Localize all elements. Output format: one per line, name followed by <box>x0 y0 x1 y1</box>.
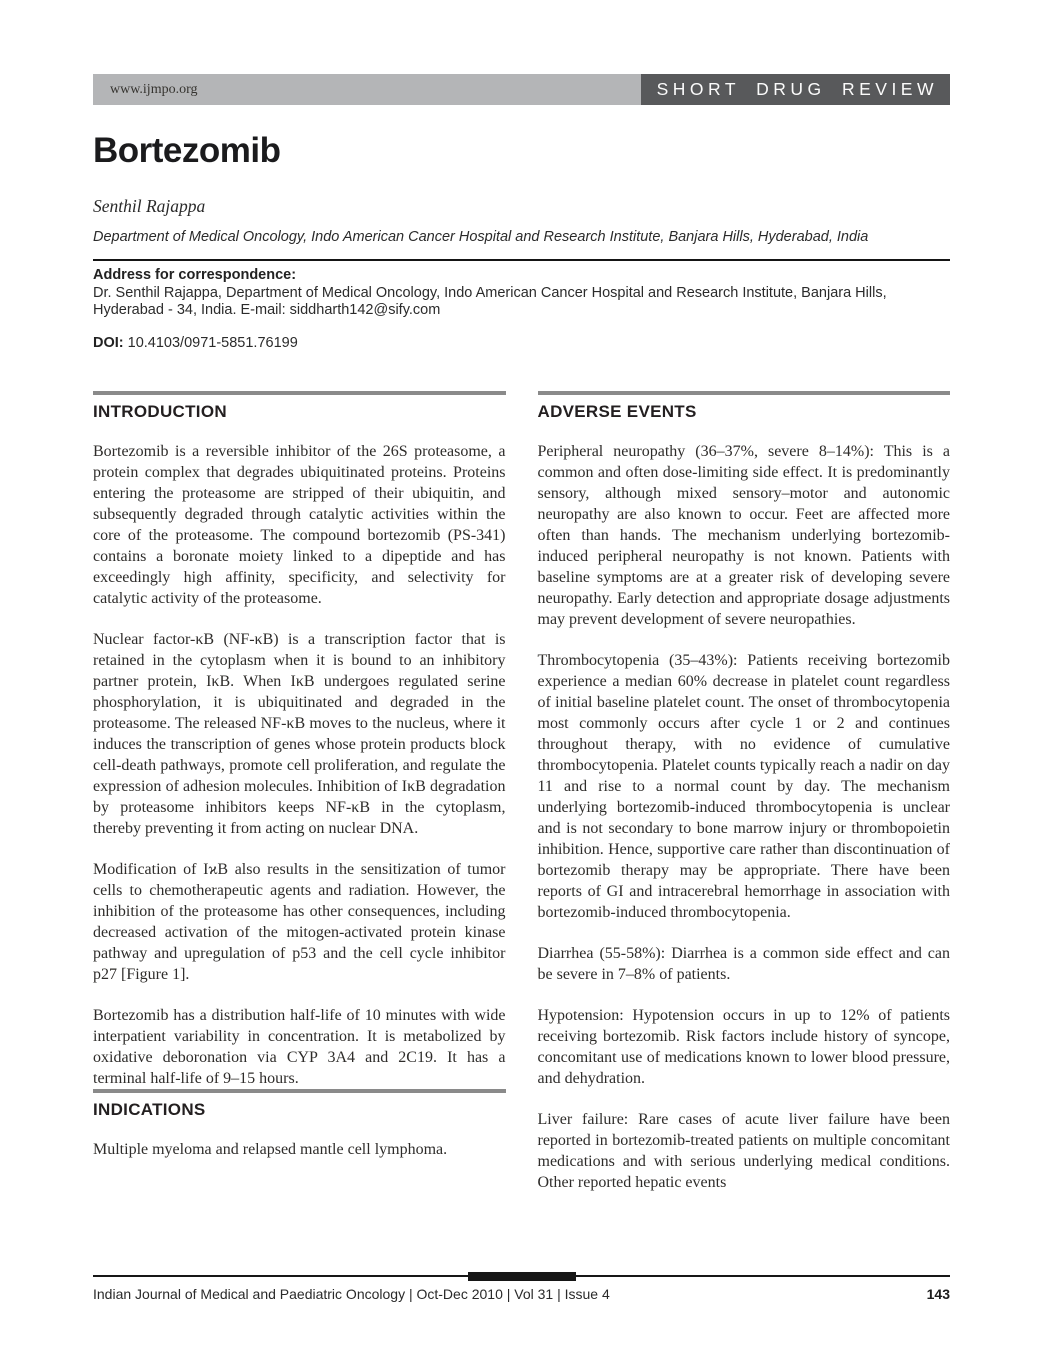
section-heading: ADVERSE EVENTS <box>538 391 951 421</box>
section-banner: SHORT DRUG REVIEW <box>641 74 950 105</box>
paragraph: Thrombocytopenia (35–43%): Patients receiving bortezomib experience a median 60% decrease in platelet count regardless of initial baseline platelet count. The onset of thrombocytopenia most commonly occurs after cycle 1 or 2 and continues throughout therapy, with no evidence of cumulative thrombocytopenia. Platelet counts typically reach a nadir on day 11 and rise to a normal count by day. The mechanism underlying bortezomib-induced thrombocytopenia is unclear and is not secondary to bone marrow injury or thrombopoietin inhibition. Hence, supportive care rather than discontinuation of bortezomib therapy may be appropriate. There have been reports of GI and intracerebral hemorrhage in association with bortezomib-induced thrombocytopenia. <box>537 651 950 921</box>
doi-line <box>93 335 950 351</box>
footer-text <box>93 1286 950 1302</box>
paragraph: Bortezomib has a distribution half-life of 10 minutes with wide interpatient variability in concentration. It is metabolized by oxidative deboronation via CYP 3A4 and 2C19. It has a terminal half-life of 9–15 hours. <box>93 1006 506 1087</box>
section-introduction <box>93 391 506 1089</box>
doi-label: DOI: <box>93 334 124 351</box>
column-left <box>93 391 506 1193</box>
author-affiliation: Department of Medical Oncology, Indo American Cancer Hospital and Research Institute, Banjara Hills, Hyderabad, India <box>93 229 869 245</box>
paragraph: Multiple myeloma and relapsed mantle cell lymphoma. <box>93 1140 448 1158</box>
section-heading: INDICATIONS <box>93 1089 506 1119</box>
correspondence-label: Address for correspondence: <box>93 267 297 283</box>
paragraph: Nuclear factor-κB (NF-κB) is a transcription factor that is retained in the cytoplasm when it is bound to an inhibitory partner protein, IκB. When IκB undergoes regulated serine phosphorylation, it is ubiquitinated and degraded in the proteasome. The released NF-κB moves to the nucleus, where it induces the transcription of genes whose protein products block cell-death pathways, promote cell proliferation, and regulate the expression of adhesion molecules. Inhibition of IκB degradation by proteasome inhibitors keeps NF-κB in the cytoplasm, thereby preventing it from acting on nuclear DNA. <box>93 630 506 837</box>
author-name: Senthil Rajappa <box>93 196 206 216</box>
journal-url: www.ijmpo.org <box>110 81 198 97</box>
doi-value: 10.4103/0971-5851.76199 <box>127 334 298 351</box>
article-body <box>93 391 950 1193</box>
paragraph: Modification of IϰB also results in the sensitization of tumor cells to chemotherapeutic agents and radiation. However, the inhibition of the proteasome has other consequences, including decreased activation of the mitogen-activated protein kinase pathway and upregulation of p53 and the cell cycle inhibitor p27 [Figure 1]. <box>93 860 506 983</box>
section-heading: INTRODUCTION <box>93 391 506 421</box>
paragraph: Diarrhea (55-58%): Diarrhea is a common side effect and can be severe in 7–8% of patients. <box>537 944 950 983</box>
page-header <box>93 74 950 105</box>
page-footer <box>93 1272 950 1302</box>
paragraph: Liver failure: Rare cases of acute liver failure have been reported in bortezomib-treated patients on multiple concomitant medications and with serious underlying medical conditions. Other reported hepatic events <box>537 1110 950 1191</box>
correspondence-block <box>93 259 950 320</box>
journal-info: Indian Journal of Medical and Paediatric Oncology | Oct-Dec 2010 | Vol 31 | Issue 4 <box>93 1286 610 1302</box>
paragraph: Hypotension: Hypotension occurs in up to 12% of patients receiving bortezomib. Risk factors include history of syncope, concomitant use of medications known to lower blood pressure, and dehydration. <box>537 1006 950 1087</box>
paragraph: Peripheral neuropathy (36–37%, severe 8–14%): This is a common and often dose-limiting side effect. It is predominantly sensory, although mixed sensory–motor and autonomic neuropathy are also known to occur. Feet are affected more often than hands. The mechanism underlying bortezomib-induced peripheral neuropathy is not known. Patients with baseline symptoms are at a greater risk of developing severe neuropathy. Early detection and appropriate dosage adjustments may prevent development of severe neuropathies. <box>537 442 950 628</box>
section-indications <box>93 1089 506 1160</box>
column-right <box>538 391 951 1193</box>
page-number: 143 <box>926 1286 950 1302</box>
correspondence-text: Dr. Senthil Rajappa, Department of Medical Oncology, Indo American Cancer Hospital and Research Institute, Banjara Hills, Hyderabad - 34, India. E-mail: siddharth142@sify.com <box>93 284 887 318</box>
paragraph: Bortezomib is a reversible inhibitor of the 26S proteasome, a protein complex that degrades ubiquitinated proteins. Proteins entering the proteasome are stripped of their ubiquitin, and subsequently degraded through catalytic activities within the core of the proteasome. The compound bortezomib (PS-341) contains a boronate moiety linked to a dipeptide and has exceedingly high affinity, specificity, and selectivity for catalytic activity of the proteasome. <box>93 442 506 607</box>
footer-rule <box>93 1272 950 1281</box>
footer-center-mark <box>468 1272 576 1281</box>
section-adverse-events <box>538 391 951 1193</box>
article-title: Bortezomib <box>93 131 281 170</box>
